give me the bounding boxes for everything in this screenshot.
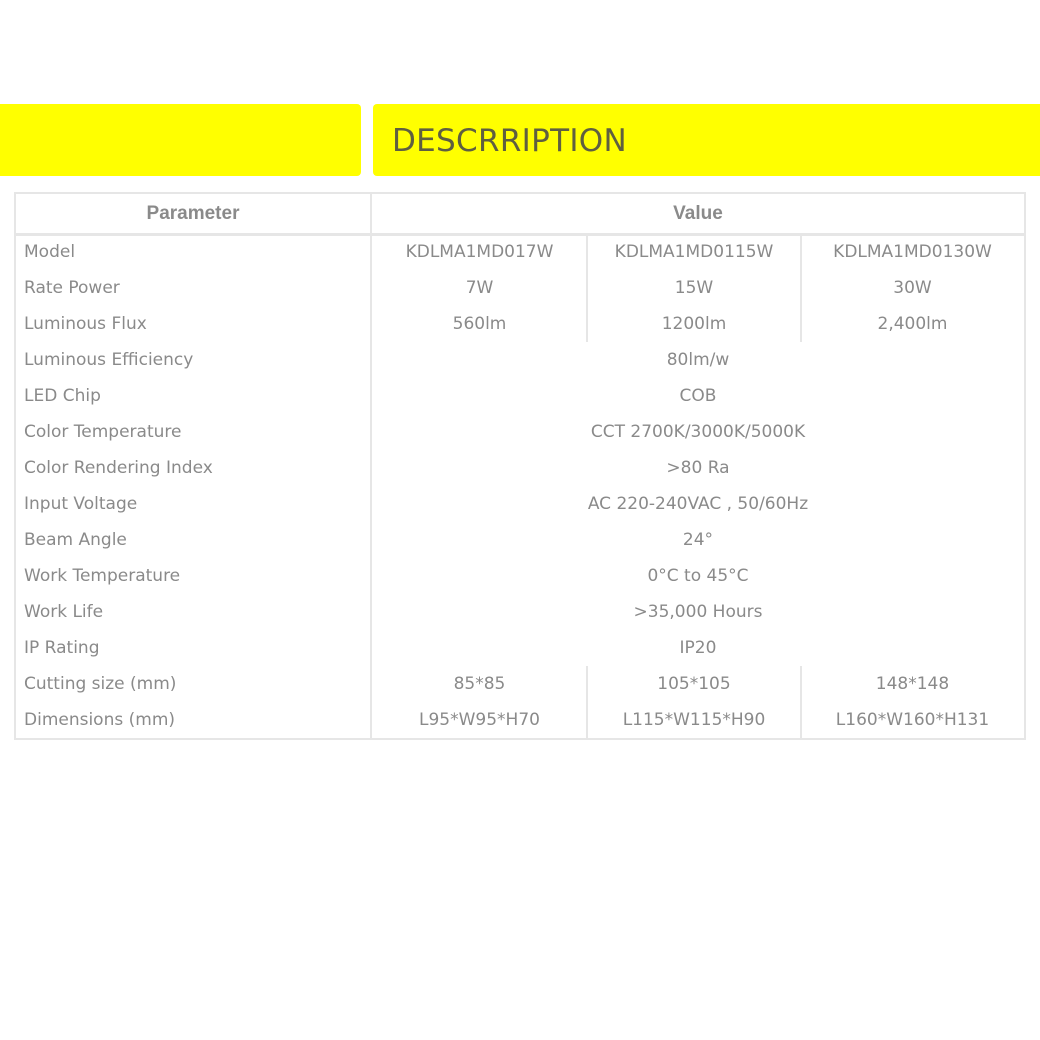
row-value-merged: IP20 [679,638,717,658]
banner-left-bar [0,104,361,176]
row-label: Beam Angle [24,530,127,550]
row-value: 7W [465,278,494,298]
row-label: Work Temperature [24,566,181,586]
row-value: L95*W95*H70 [419,710,540,730]
column-divider [800,666,802,702]
row-value-merged: 24° [682,530,714,550]
column-divider [800,234,802,270]
row-label: Input Voltage [24,494,138,514]
column-divider [800,270,802,306]
row-value-merged: >80 Ra [666,458,730,478]
row-label: Work Life [24,602,104,622]
row-label: Luminous Flux [24,314,147,334]
row-value: 560lm [452,314,507,334]
banner-title-bar [373,104,1040,176]
row-label: IP Rating [24,638,100,658]
row-value: 1200lm [661,314,727,334]
row-value-merged: AC 220-240VAC , 50/60Hz [587,494,809,514]
column-divider [586,306,588,342]
row-label: Color Temperature [24,422,182,442]
column-divider [586,234,588,270]
row-value: KDLMA1MD0130W [833,242,992,262]
row-value: KDLMA1MD017W [405,242,554,262]
row-label: Model [24,242,76,262]
row-value-merged: >35,000 Hours [633,602,763,622]
row-value: 2,400lm [877,314,948,334]
row-value-merged: 0°C to 45°C [647,566,749,586]
row-value: KDLMA1MD0115W [614,242,774,262]
column-divider [586,702,588,738]
row-label: Cutting size (mm) [24,674,177,694]
row-value: 105*105 [657,674,731,694]
column-divider [800,306,802,342]
row-value: 30W [893,278,932,298]
header-parameter: Parameter [146,203,240,224]
row-label: Color Rendering Index [24,458,213,478]
row-label: Rate Power [24,278,120,298]
row-value: L160*W160*H131 [835,710,990,730]
row-value-merged: COB [679,386,717,406]
row-value: L115*W115*H90 [622,710,766,730]
row-value-merged: CCT 2700K/3000K/5000K [590,422,806,442]
row-label: Dimensions (mm) [24,710,176,730]
column-divider [586,270,588,306]
row-value: 148*148 [875,674,950,694]
column-divider [586,666,588,702]
row-value: 15W [674,278,714,298]
section-title: DESCRRIPTION [392,123,627,159]
row-value-merged: 80lm/w [666,350,730,370]
spec-table [14,192,1026,740]
row-label: Luminous Efficiency [24,350,194,370]
row-label: LED Chip [24,386,101,406]
header-value: Value [673,203,723,224]
row-value: 85*85 [453,674,506,694]
column-divider [800,702,802,738]
